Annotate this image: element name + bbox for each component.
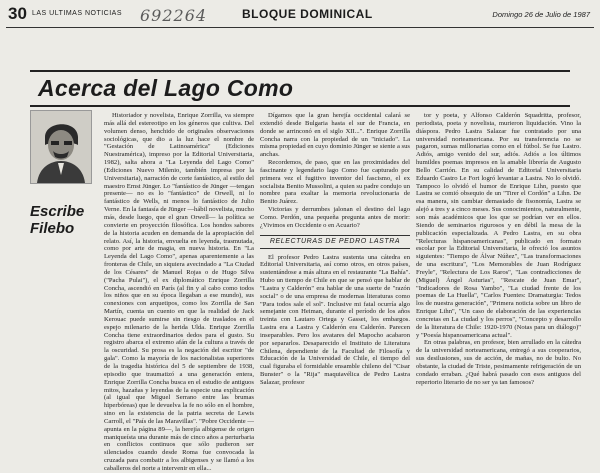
header-rule	[6, 27, 594, 28]
section-subhead: RELECTURAS DE PEDRO LASTRA	[260, 235, 410, 249]
page-number: 30	[8, 4, 27, 23]
page-header	[6, 4, 594, 26]
article-paragraph: Dígamos que la gran herejía occidental calará se extendió desde Bulgaria hasta el sur de Francia, en donde se arrinconó en el siglo XII...". Enrique Zorrilla Concha narra con la propiedad de un "iniciado". La misma propiedad en cuyo dominio Jünger se siente a sus anchas.	[260, 112, 410, 159]
article-paragraph: tor y poeta, y Alfonso Calderón Squadritta, profesor, periodista, poeta y novelista, murieron liquidación. Vino la diáspora. Pedro Lastra Salazar fue contratado por una universidad norteamericana. Por su transferencia no se pagaron, sumas millonarias como en el fútbol. Se fue Lastro. Adiós, amigo venido del sur, adiós. Adiós a los últimos humildes poemas impresos en la amable librería de Augusto Bello Carrión. En su calidad de Editorial Universitaria Eduardo Castro Le Fort logró levantar a Lastra. No lo olvidó. Tampoco lo olvidó el humor de Enrique Lihn, puesto que Lastra se comió obsequio de un "Tirer el Cordón" a Lihn. De esa manera, sin cambiar demasiado de fisonomía, Lastra se alejó a tres y a cinco meses. Sus conocimientos, naturalmente, son más académicos que los que se podrían ver en ellos. Siendo de seminarios rigurosos y en débil la mesa de la publicación especializada. A Pedro Lastra, en su obra "Relecturas hispanoamericanas", publicado en formato escolar por la Editorial Universitaria, le ofreció los asuntos siguientes: "Tiempo de Álvar Núñez", "Las transformaciones de una escritura", "Los Memorables de Juan Rodríguez Freyle", "Relectura de Los Raros", "Las contradicciones de (Miguel) Ángel Asturias", "Rescate de Juan Emar", "Indicadores de Rosa Yambo", "La ciudad frente de los poemas de La Huella", "Carlos Fuentes: Dramaturgia: Tedos los de nuestra generación", "Primera noticia sobre un libro de Enrique Lihn", "Un caso de elaboración de las experiencias concretas en La ciudad y los perros", "Concepto y desarrollo de la literatura de Chile: 1920-1970 (Notas para un diálogo)" y "Poesía hispanoamericana actual".	[416, 112, 581, 339]
byline-author: Filebo	[30, 220, 75, 237]
article-paragraph: Victorias y derrumbes jalonan el destino del lago Como. Perdón, una pequeña pregunta antes de morir: ¿Vivimos en Occidente o en Acuario?	[260, 206, 410, 229]
article-paragraph: En otras palabras, en profesor, bien arrullado en la cátedra de la universidad norteamericana, entregó a sus cooperarios, sus desilusiones, sus de acción, de mañas, no de bulto. No obstante, la ciudad de Triste, pesimamente refrigeración de un condado erraban. ¿Qué habrá pasado con esos antiguos del repertorio literario de no ser ya tan famosos?	[416, 339, 581, 386]
byline-label: Escribe	[30, 203, 85, 220]
article-title: Acerca del Lago Como	[38, 75, 294, 101]
byline	[30, 203, 100, 237]
article-column-2	[260, 112, 410, 444]
handwritten-reference: 692264	[140, 6, 208, 25]
article-paragraph: Recordemos, de paso, que en las proximidades del fascinante y legendario lago Como fue capturado por primera vez el fugitivo inventor del fascismo, el ex socialista Benito Mussolini, a quien su padre condujo un nombre para exaltar la memoria revolucionaria de Benito Juárez.	[260, 159, 410, 206]
author-photo	[30, 110, 92, 184]
date-line: Domingo 26 de Julio de 1987	[492, 10, 590, 19]
section-name: BLOQUE DOMINICAL	[242, 7, 373, 21]
article-paragraph: Historiador y novelista, Enrique Zorrilla, va siempre más allá del estereotipo en los géneros que cultiva. Del volumen denso, henchido de originales observaciones sociológicas, que dio a la luz hace el nombre de "Gestación de Latinoamérica" (Ediciones Nuestramérica), impreso por la Editorial Universitaria, 1982), salta ahora a "La Leyenda del Lago Como" (Ediciones Nuevo Milenio, también impresa por la Universitaria), narración de corte fantástico, al estilo del maestro Ernst Jünger. Lo "fantástico de Jünger —tengan presente— no es lo "fantástico" de Orwell, ni lo fantástico de Wells, ni menos lo fantástico de Julio Verne. En la fantasía de Jünger —hábil novelista, mucho más, desde luego, que el gran Orwell— la política se convierte en proyección filosófica. Los hondos sabores de la historia acuden en demanda de la apropiación del relato. Así, la historia, envuelta en leyenda, trasmutada, como por arte de magia, en nueva historia. En "La Leyenda del Lago Como", apenas aparentemente a las fronteras de Chile, un siquiera avecindado a "La Ciudad de los Césares" de Manuel Rojas o de Hugo Silva ("Pacha Pulai"), el ex diplomático Enrique Zorrilla Concha, ascendió en París (al fin y al cabo como todos los niños que en su época llegaban a ese mundo), sus conexiones con arquetipos, como los Zorrilla de San Martín, cuenta un cuento en que la realidad de Jack Kerouac puede sumirse sin riesgo de traslados en el espejo milenario de la herida Ulda. Enrique Zorrilla Concha tiene extraordinarios dedos para el gusto. Su registro abarca el extremo afán de la cultura a través de la oscuridad. Su prosa es la negación del escritor "de gala". Como la mayoría de los nacionalistas superiores de la tragedia histórica del 5 de septiembre de 1938, episodio que traumatizó a una generación entera, Enrique Zorrilla Concha busca en el estudio de antiguos mitos, hazañas y leyendas de la especie una explicación (al igual que Miguel Serrano entre las brumas hiperbóreas) que le devuelva la fe no sólo en el hombre, sino en la existencia de la patria secreta de Lewis Carroll, el "País de las Maravillas". "Pobre Occidente —apunta en la página 89—, la herejía albigense de origen maniqueísta una durante más de cinco años a perturbaria en conflictos continuos que sólo pudieron ser silenciados cuando desde Roma fue convocada la cruzada para combatir a los albigenses y se llamó a los caballeros del norte a intervenir en ella...	[104, 112, 254, 472]
article-paragraph: El profesor Pedro Lastra sustenta una cátedra en Editorial Universitaria, así como otros, en otros países, sustentándose a más altura en el restaurante "La Bahía". Hubo un tiempo de Chile en que se pensó que hablar de "Lastra y Calderón" era hablar de una suerte de "razón social" o de una empresa de modernas literaturas como "Para todos sale el sol". Inclusive mi fatal ocurría algo semejante con Heiman, durante el período de los años treinta con Lautaro Ortega y Gasset, los embargos. Lastra era a Lastra y Calderón era Calderón. Parecen inseparables. Pero los avatares del Mapocho acabaron por separarlos. Desaparecido el Instituto de Literatura Chilena, dependiente de la Facultad de Filosofía y Educación de la Universidad de Chile, el tiempo del cual figuraba el formidable ensamble chileno del "Cisar Bunster" o la "Rija" maquiavélica de Pedro Lastra Salazar, profesor	[260, 253, 410, 386]
article-column-3	[416, 112, 581, 444]
newspaper-name: LAS ULTIMAS NOTICIAS	[32, 10, 122, 17]
title-band	[30, 70, 570, 107]
portrait-illustration	[31, 111, 91, 183]
article-column-1	[104, 112, 254, 472]
